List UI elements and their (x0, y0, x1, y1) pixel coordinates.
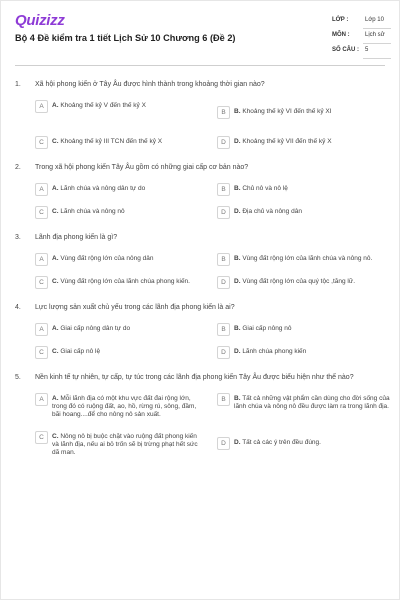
option-letter-box[interactable]: B (217, 323, 230, 336)
option-label: D. (234, 208, 241, 215)
option-letter-box[interactable]: A (35, 323, 48, 336)
option-label: C. (52, 278, 59, 285)
subject-underline (363, 43, 391, 44)
question-count-label: SỐ CÂU : (332, 47, 359, 53)
option-text: Lãnh chúa và nông dân tự do (60, 185, 146, 192)
option-label: A. (52, 395, 59, 402)
question-number: 2. (15, 164, 21, 171)
option-text: Khoảng thế kỷ VI đến thế kỷ XI (242, 108, 332, 115)
class-underline (363, 28, 391, 29)
option-text: Chủ nô và nô lệ (242, 185, 288, 192)
subject-value: Lịch sử (365, 32, 385, 38)
question-text: Xã hội phong kiến ở Tây Âu được hình thành trong khoảng thời gian nào? (35, 81, 265, 88)
option-letter-box[interactable]: B (217, 106, 230, 119)
option-label: C. (52, 348, 59, 355)
worksheet-title: Bộ 4 Đề kiểm tra 1 tiết Lịch Sử 10 Chương 6 (Đề 2) (15, 33, 236, 43)
option-label: A. (52, 185, 59, 192)
header-divider (15, 65, 385, 66)
option-text: Lãnh chúa và nông nô (60, 208, 125, 215)
option-text: Mỗi lãnh địa có một khu vực đất đai rộng lớn, trong đó có ruộng đất, ao, hồ, rừng rú, sông, đầm, bãi hoang....để cho nông nô sản xuất. (52, 395, 197, 418)
option-text: Lãnh chúa phong kiến (242, 348, 307, 355)
option-letter-box[interactable]: B (217, 253, 230, 266)
option-letter-box[interactable]: A (35, 253, 48, 266)
option-text: Nông nô bị buộc chặt vào ruộng đất phong kiến và lãnh địa, nếu ai bỏ trốn sẽ bị trừng phạt hết sức dã man. (52, 433, 198, 456)
option-text: Vùng đất rộng lớn của lãnh chúa phong kiến. (60, 278, 190, 285)
option-letter-box[interactable]: C (35, 276, 48, 289)
option-letter-box[interactable]: B (217, 183, 230, 196)
option-text: Tất cả những vật phẩm cần dùng cho đời sống của lãnh chúa và nông nô đều được làm ra trong lãnh địa. (234, 395, 390, 410)
subject-label: MÔN : (332, 32, 350, 38)
option-text: Tất cả các ý trên đều đúng. (242, 439, 321, 446)
option-label: B. (234, 108, 241, 115)
option-label: C. (52, 208, 59, 215)
option-text: Giai cấp nông nô (242, 325, 292, 332)
option-letter-box[interactable]: C (35, 136, 48, 149)
question-count-underline (363, 58, 391, 59)
quizizz-logo: Quizizz (15, 12, 65, 29)
question-number: 5. (15, 374, 21, 381)
option-label: C. (52, 433, 59, 440)
option-label: D. (234, 348, 241, 355)
option-text: Khoảng thế kỷ VII đến thế kỷ X (242, 138, 332, 145)
question-text: Lực lượng sản xuất chủ yếu trong các lãnh địa phong kiến là ai? (35, 304, 235, 311)
option-text: Vùng đất rộng lớn của nông dân (60, 255, 154, 262)
option-label: D. (234, 278, 241, 285)
option-text: Giai cấp nô lệ (60, 348, 101, 355)
option-letter-box[interactable]: D (217, 136, 230, 149)
option-label: A. (52, 255, 59, 262)
option-letter-box[interactable]: D (217, 276, 230, 289)
option-text: Giai cấp nông dân tự do (60, 325, 131, 332)
option-letter-box[interactable]: C (35, 346, 48, 359)
option-label: A. (52, 102, 59, 109)
option-label: B. (234, 395, 241, 402)
question-number: 4. (15, 304, 21, 311)
question-number: 3. (15, 234, 21, 241)
option-label: D. (234, 439, 241, 446)
option-letter-box[interactable]: A (35, 393, 48, 406)
option-letter-box[interactable]: D (217, 437, 230, 450)
question-text: Lãnh địa phong kiến là gì? (35, 234, 118, 241)
question-number: 1. (15, 81, 21, 88)
option-letter-box[interactable]: D (217, 346, 230, 359)
option-label: C. (52, 138, 59, 145)
option-letter-box[interactable]: C (35, 206, 48, 219)
option-label: A. (52, 325, 59, 332)
option-letter-box[interactable]: A (35, 100, 48, 113)
question-text: Trong xã hội phong kiến Tây Âu gồm có những giai cấp cơ bản nào? (35, 164, 249, 171)
option-label: B. (234, 255, 241, 262)
class-value: Lớp 10 (365, 17, 384, 23)
option-letter-box[interactable]: A (35, 183, 48, 196)
option-label: B. (234, 185, 241, 192)
option-text: Địa chủ và nông dân (242, 208, 302, 215)
option-text: Vùng đất rộng lớn của lãnh chúa và nông nô. (242, 255, 373, 262)
question-count-value: 5 (365, 47, 369, 53)
question-text: Nền kinh tế tự nhiên, tự cấp, tự túc trong các lãnh địa phong kiến Tây Âu được biểu hiện như thế nào? (35, 374, 354, 381)
option-letter-box[interactable]: B (217, 393, 230, 406)
option-text: Khoảng thế kỷ V đến thế kỷ X (60, 102, 146, 109)
option-letter-box[interactable]: D (217, 206, 230, 219)
option-letter-box[interactable]: C (35, 431, 48, 444)
class-label: LỚP : (332, 17, 349, 23)
option-text: Khoảng thế kỷ III TCN đến thế kỷ X (60, 138, 163, 145)
option-text: Vùng đất rộng lớn của quý tộc ,tăng lữ. (242, 278, 355, 285)
option-label: D. (234, 138, 241, 145)
option-label: B. (234, 325, 241, 332)
